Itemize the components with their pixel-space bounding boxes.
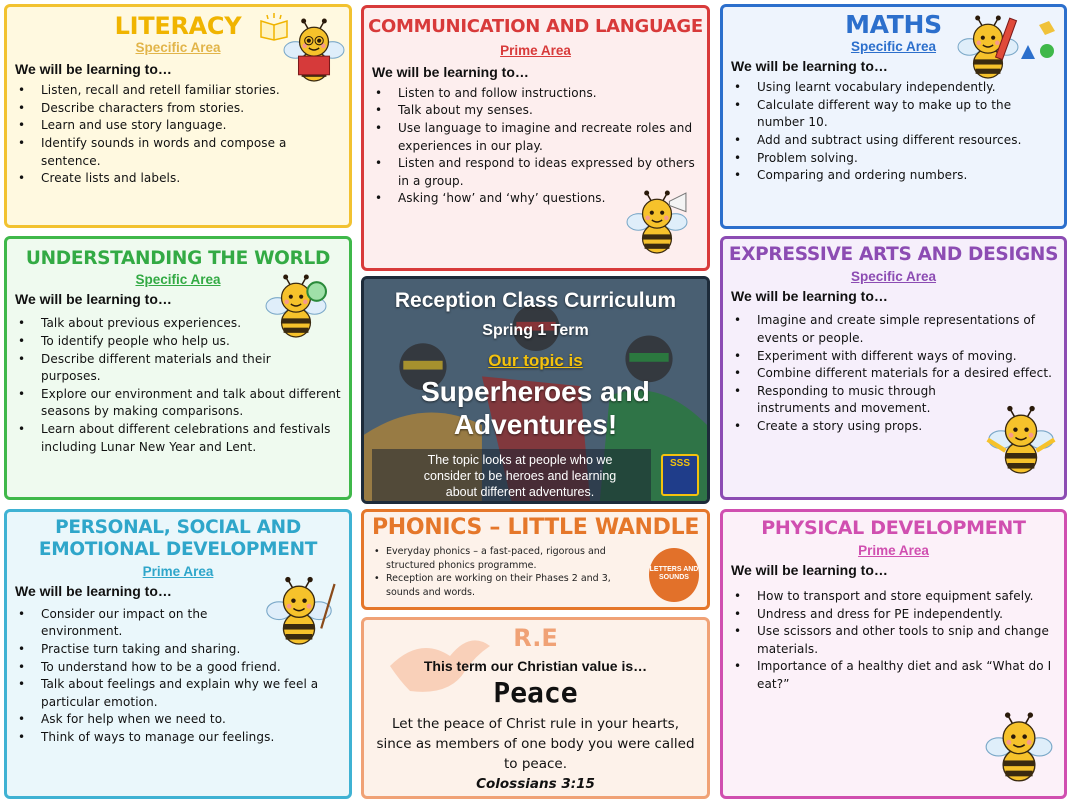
expressive-title: EXPRESSIVE ARTS AND DESIGNS [728,244,1059,265]
bee-pointer-icon [259,570,339,658]
list-item: • Imagine and create simple representations of events or people. [731,312,1056,347]
list-item: • Use scissors and other tools to snip and change materials. [731,623,1056,658]
christian-value-label: This term our Christian value is… [423,658,648,674]
phonics-title: PHONICS – LITTLE WANDLE [371,515,700,540]
psed-area-label: Prime Area [142,563,214,579]
verse-reference: Colossians 3:15 [476,776,595,792]
literacy-area-label: Specific Area [135,40,221,56]
physical-development-panel [720,509,1067,799]
understanding-title: UNDERSTANDING THE WORLD [25,248,331,269]
phonics-list [372,545,634,599]
list-item: • Listen to and follow instructions. [372,85,699,103]
list-item: • Asking ‘how’ and ‘why’ questions. [372,190,699,208]
physical-learning-label: We will be learning to… [731,561,888,578]
psed-title-line-1: PERSONAL, SOCIAL AND [55,517,301,538]
list-item: • Everyday phonics – a fast-paced, rigorous and structured phonics programme. [372,545,634,572]
psed-panel [4,509,352,799]
bee-pencil-icon [957,13,1019,83]
list-item: • Listen and respond to ideas expressed by others in a group. [372,155,699,190]
school-logo-text: SSS [669,458,690,469]
physical-title: PHYSICAL DEVELOPMENT [761,517,1026,539]
list-item: • Create a story using props. [731,418,1056,436]
expressive-arts-panel [720,236,1067,500]
list-item: • Responding to music through instruments and movement. [731,383,1056,418]
maths-list [731,79,1056,185]
physical-area-label: Prime Area [858,542,929,558]
maths-title: MATHS [845,10,942,39]
list-item: • Add and subtract using different resources. [731,132,1056,150]
literacy-panel [4,4,352,228]
list-item: • Think of ways to manage our feelings. [15,729,341,747]
list-item: • Combine different materials for a desired effect. [731,365,1056,383]
list-item: • Experiment with different ways of moving. [731,348,1056,366]
list-item: • How to transport and store equipment safely. [731,588,1056,606]
list-item: • Talk about previous experiences. [15,315,341,333]
little-wandle-logo [649,548,699,602]
list-item: • Talk about my senses. [372,102,699,120]
phonics-panel [361,509,710,610]
christian-value: Peace [493,676,578,709]
curriculum-title: Reception Class Curriculum [394,289,677,312]
list-item: • Practise turn taking and sharing. [15,641,341,659]
communication-learning-label: We will be learning to… [372,63,529,80]
list-item: • Talk about feelings and explain why we feel a particular emotion. [15,676,341,711]
psed-learning-label: We will be learning to… [15,582,172,599]
literacy-title: LITERACY [114,12,242,40]
list-item: • Explore our environment and talk about different seasons by making comparisons. [15,386,341,421]
understanding-world-panel [4,236,352,500]
communication-panel [361,5,710,271]
maths-learning-label: We will be learning to… [731,58,888,75]
topic-title-line-2: Adventures! [453,409,618,440]
list-item: • Describe characters from stories. [15,100,341,118]
list-item: • Listen, recall and retell familiar stories. [15,82,341,100]
bee-magnifier-icon [265,271,327,343]
physical-list [731,588,1056,694]
list-item: • Ask for help when we need to. [15,711,341,729]
re-panel [361,617,710,799]
topic-title-line-1: Superheroes and [421,376,650,407]
expressive-learning-label: We will be learning to… [731,288,888,305]
bee-megaphone-icon [626,188,688,258]
psed-title-line-2: EMOTIONAL DEVELOPMENT [38,539,318,561]
list-item: • Problem solving. [731,150,1056,168]
re-title: R.E [513,624,558,652]
little-wandle-logo-text: LETTERS AND SOUNDS [649,566,699,581]
list-item: • Reception are working on their Phases 2 and 3, sounds and words. [372,572,634,599]
communication-area-label: Prime Area [500,42,571,58]
list-item: • Learn and use story language. [15,117,341,135]
school-logo [661,454,699,496]
term-label: Spring 1 Term [482,322,589,339]
understanding-learning-label: We will be learning to… [15,291,172,308]
maths-panel [720,4,1067,229]
topic-description: The topic looks at people who we consider to be heroes and learning about different adventures. [423,453,617,499]
list-item: • Learn about different celebrations and festivals including Lunar New Year and Lent. [15,421,341,456]
topic-label: Our topic is [488,351,583,370]
list-item: • Undress and dress for PE independently. [731,606,1056,624]
literacy-learning-label: We will be learning to… [15,61,172,78]
list-item: • Create lists and labels. [15,170,341,188]
list-item: • To understand how to be a good friend. [15,659,341,677]
understanding-area-label: Specific Area [135,272,221,288]
list-item: • Calculate different way to make up to the number 10. [731,97,1056,132]
list-item: • Consider our impact on the environment. [15,606,341,641]
maths-area-label: Specific Area [850,39,937,55]
shapes-icon [1015,19,1061,65]
literacy-list [15,82,341,188]
list-item: • Identify sounds in words and compose a sentence. [15,135,341,170]
bible-verse: Let the peace of Christ rule in your hearts, since as members of one body you were called to peace. [376,716,695,772]
list-item: • Importance of a healthy diet and ask “What do I eat?” [731,658,1056,693]
list-item: • Comparing and ordering numbers. [731,167,1056,185]
list-item: • To identify people who help us. [15,333,341,351]
psed-title [7,518,349,560]
list-item: • Using learnt vocabulary independently. [731,79,1056,97]
bee-smiling-icon [985,708,1053,788]
communication-title: COMMUNICATION AND LANGUAGE [368,16,703,37]
bee-happy-icon [981,399,1061,487]
list-item: • Use language to imagine and recreate roles and experiences in our play. [372,120,699,155]
curriculum-hero-panel [361,276,710,504]
bee-reading-icon [283,15,345,87]
list-item: • Describe different materials and their purposes. [15,351,341,386]
expressive-area-label: Specific Area [850,269,937,285]
topic-title [364,375,707,441]
